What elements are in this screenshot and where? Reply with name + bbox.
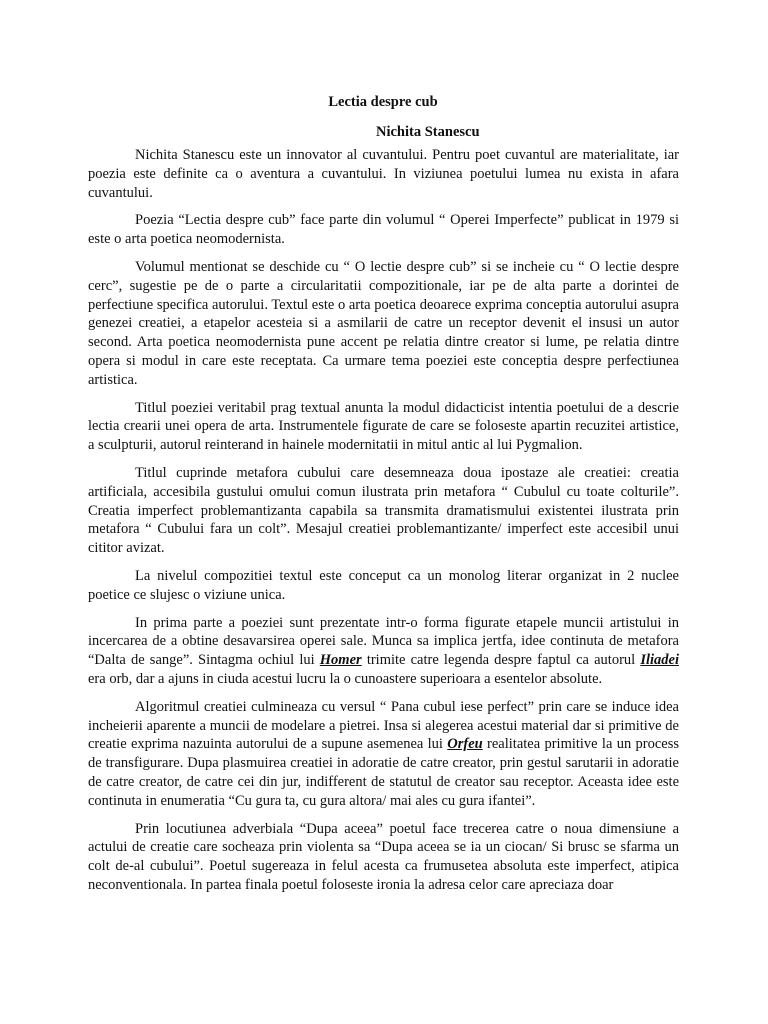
- orfeu-link[interactable]: Orfeu: [447, 736, 483, 753]
- paragraph-7-text-c: era orb, dar a ajuns in ciuda acestui lucru la o cunoastere superioara a esentelor absolute.: [88, 670, 603, 687]
- homer-link[interactable]: Homer: [319, 652, 362, 669]
- paragraph-7-text-b: trimite catre legenda despre faptul ca autorul: [361, 652, 641, 669]
- paragraph-8: [88, 698, 679, 811]
- paragraph-4: Titlul poeziei veritabil prag textual anunta la modul didacticist intentia poetului de a descrie lectia crearii unei opera de arta. Instrumentele figurate de care se foloseste apartin recuzitei artistice, a sculpturii, autorul reinterand in hainele modernitatii in mitul antic al lui Pygmalion.: [88, 399, 679, 454]
- document-title: Lectia despre cub: [328, 94, 438, 110]
- paragraph-7-text-a: In prima parte a poeziei sunt prezentate intr-o forma figurate etapele muncii artistului in incercarea de a obtine desavarsirea operei sale. Munca sa implica jertfa, idee continuta de metafora “Dalta de sange”. Sintagma ochiul lui: [88, 614, 679, 669]
- paragraph-1: Nichita Stanescu este un innovator al cuvantului. Pentru poet cuvantul are materialitate, iar poezia este definite ca o aventura a cuvantului. In viziunea poetului lumea nu exista in afara cuvantului.: [88, 147, 679, 201]
- paragraph-7: [88, 614, 679, 689]
- paragraph-3: Volumul mentionat se deschide cu “ O lectie despre cub” si se incheie cu “ O lectie despre cerc”, sugestie pe de o parte a circularitatii compozitionale, iar pe de alta parte a dorintei de perfectiune specifica autorului. Textul este o arta poetica deoarece exprima conceptia autorului asupra genezei creatiei, a etapelor acesteia si a asmilarii de catre un receptor devenit el insusi un autor second. Arta poetica neomodernista pune accent pe relatia dintre creator si lume, pe relatia dintre opera si modul in care este receptata. Ca urmare tema poeziei este conceptia despre perfectiunea artistica.: [88, 258, 679, 388]
- paragraph-9: Prin locutiunea adverbiala “Dupa aceea” poetul face trecerea catre o noua dimensiune a actului de creatie care socheaza prin violenta sa “Dupa aceea se ia un ciocan/ Si brusc se sfarma un colt de-al cubului”. Poetul sugereaza in felul acesta ca frumusetea absoluta este imperfect, atipica neconventionala. In partea finala poetul foloseste ironia la adresa celor care apreciaza doar: [88, 820, 679, 893]
- paragraph-2: Poezia “Lectia despre cub” face parte din volumul “ Operei Imperfecte” publicat in 1979 si este o arta poetica neomodernista.: [88, 212, 679, 248]
- document-author: Nichita Stanescu: [376, 124, 480, 140]
- paragraph-5: Titlul cuprinde metafora cubului care desemneaza doua ipostaze ale creatiei: creatia artificiala, accesibila gustului omului comun ilustrata prin metafora “ Cubulul cu toate colturile”. Creatia imperfect problemantizanta capabila sa transmita dramatismului existentei ilustrata prin metafora “ Cubului fara un colt”. Mesajul creatiei problemantizante/ imperfect este accesibil unui cititor avizat.: [88, 464, 679, 557]
- paragraph-8-text-b: realitatea primitive la un process de transfigurare. Dupa plasmuirea creatiei in adoratie de catre creator, prin gestul sarutarii in adoratie de catre creator, de catre cei din jur, indifferent de statutul de creator sau receptor. Aceasta idee este continuta in enumeratia “Cu gura ta, cu gura altora/ mai ales cu gura ifantei”.: [88, 736, 679, 809]
- document-page: [88, 88, 679, 904]
- paragraph-8-text-a: Algoritmul creatiei culmineaza cu versul “ Pana cubul iese perfect” prin care se induce idea incheierii aparente a muncii de modelare a pietrei. Insa si alegerea acestui material dar si primitive de creatie exprima nazuinta autorului de a supune asemenea lui: [88, 698, 679, 753]
- iliadei-link[interactable]: Iliadei: [640, 652, 680, 669]
- paragraph-6: La nivelul compozitiei textul este conceput ca un monolog literar organizat in 2 nuclee poetice ce slujesc o viziune unica.: [88, 567, 679, 603]
